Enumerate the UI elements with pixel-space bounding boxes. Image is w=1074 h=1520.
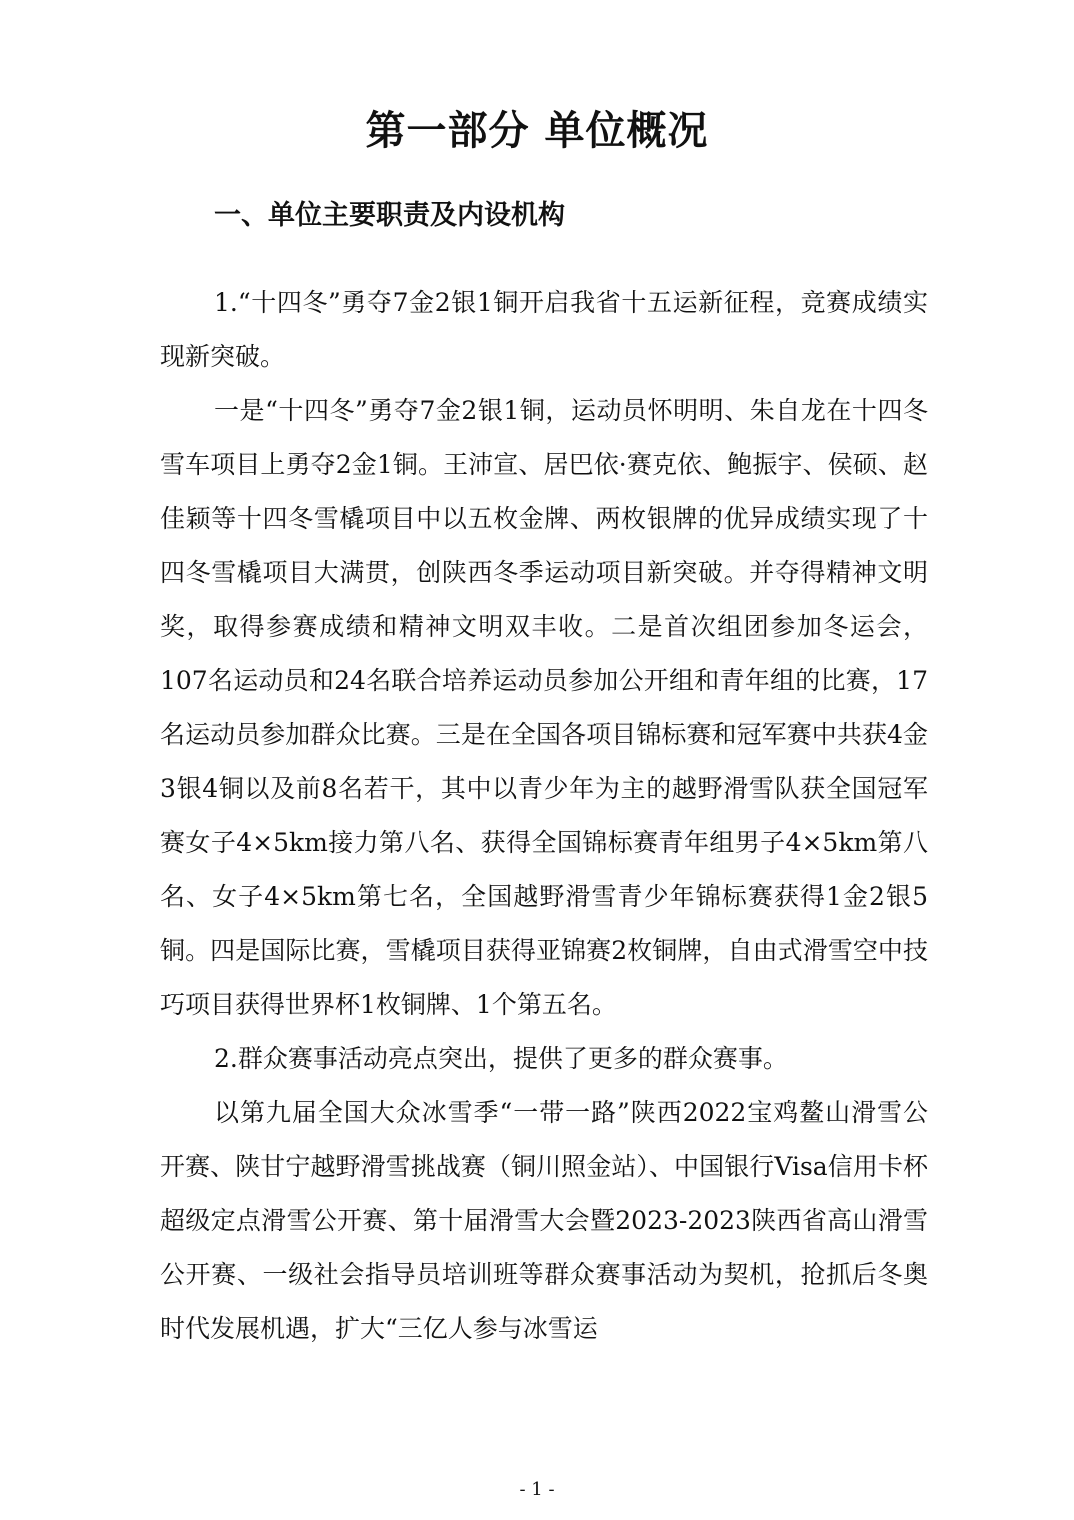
body-text [160,276,928,1356]
paragraph-1: 1.“十四冬”勇夺7金2银1铜开启我省十五运新征程，竞赛成绩实现新突破。 [160,288,928,371]
section-heading: 一、单位主要职责及内设机构 [214,200,565,231]
page-number: - 1 - [519,1479,555,1500]
page-title: 第一部分 单位概况 [365,107,709,154]
paragraph-4: 以第九届全国大众冰雪季“一带一路”陕西2022宝鸡鳌山滑雪公开赛、陕甘宁越野滑雪挑战赛（铜川照金站）、中国银行Visa信用卡杯超级定点滑雪公开赛、第十届滑雪大会暨2023-2023陕西省高山滑雪公开赛、一级社会指导员培训班等群众赛事活动为契机，抢抓后冬奥时代发展机遇，扩大“三亿人参与冰雪运 [160,1098,928,1343]
paragraph-2: 一是“十四冬”勇夺7金2银1铜，运动员怀明明、朱自龙在十四冬雪车项目上勇夺2金1铜。王沛宣、居巴依·赛克依、鲍振宇、侯硕、赵佳颖等十四冬雪橇项目中以五枚金牌、两枚银牌的优异成绩实现了十四冬雪橇项目大满贯，创陕西冬季运动项目新突破。并夺得精神文明奖，取得参赛成绩和精神文明双丰收。二是首次组团参加冬运会，107名运动员和24名联合培养运动员参加公开组和青年组的比赛，17名运动员参加群众比赛。三是在全国各项目锦标赛和冠军赛中共获4金3银4铜以及前8名若干，其中以青少年为主的越野滑雪队获全国冠军赛女子4×5km接力第八名、获得全国锦标赛青年组男子4×5km第八名、女子4×5km第七名，全国越野滑雪青少年锦标赛获得1金2银5铜。四是国际比赛，雪橇项目获得亚锦赛2枚铜牌，自由式滑雪空中技巧项目获得世界杯1枚铜牌、1个第五名。 [160,396,928,1019]
paragraph-3: 2.群众赛事活动亮点突出，提供了更多的群众赛事。 [214,1044,788,1073]
